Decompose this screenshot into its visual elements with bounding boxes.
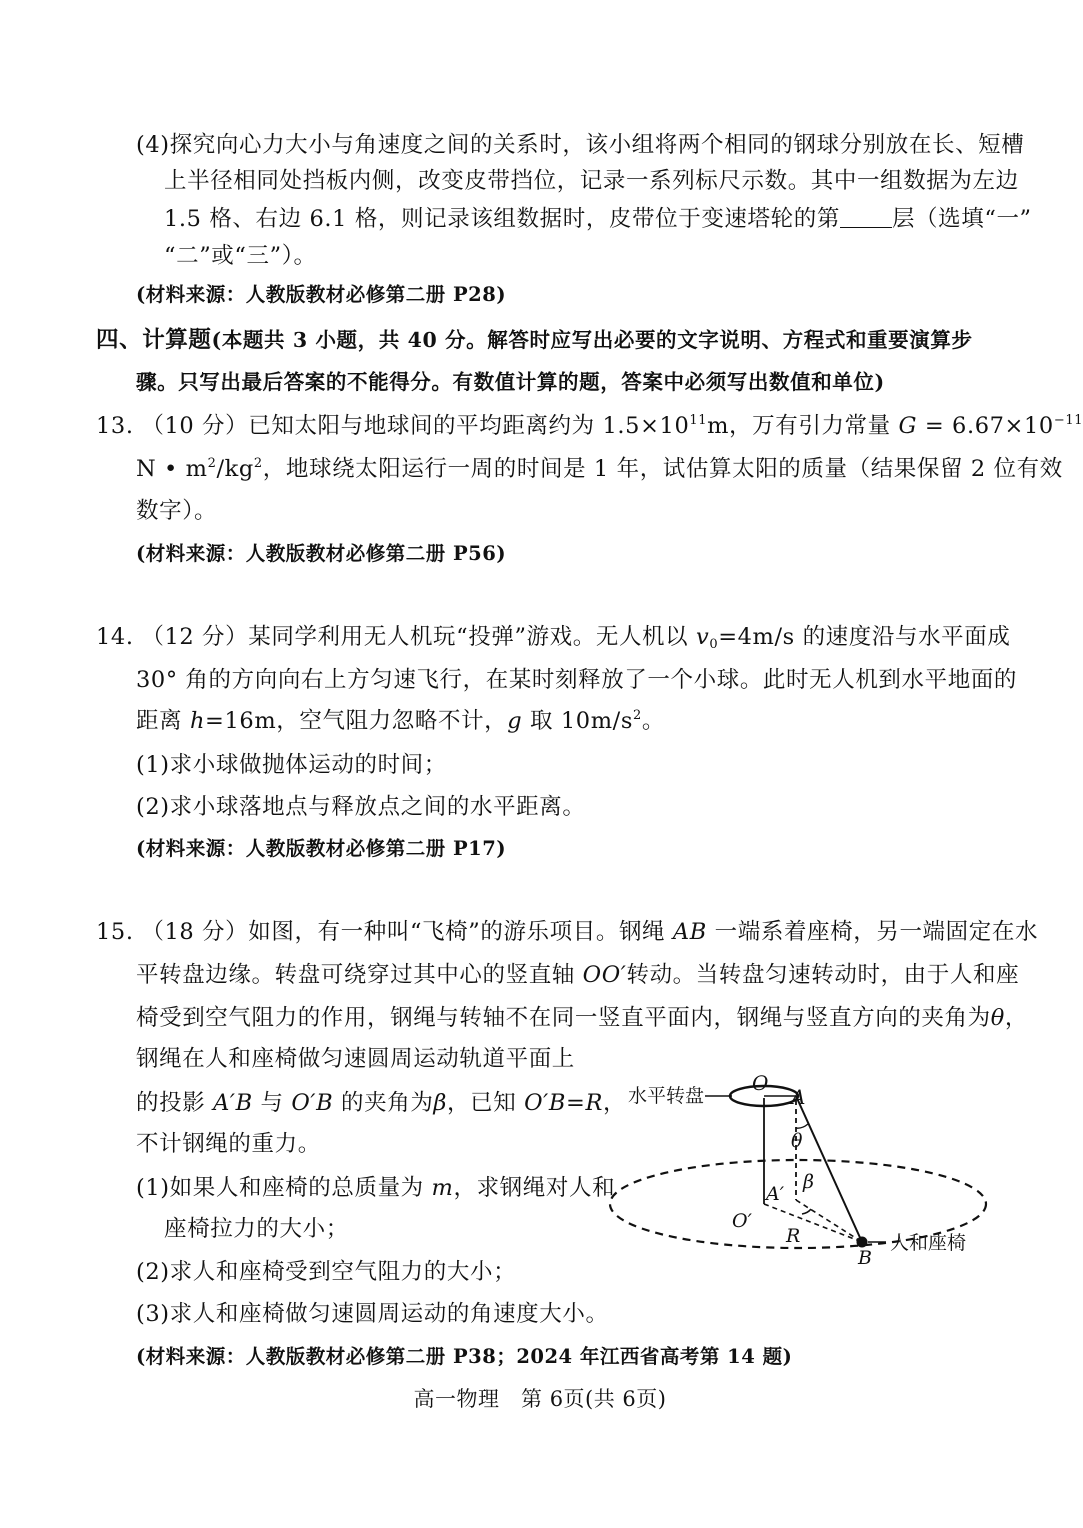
q13-text: = 6.67×10 bbox=[917, 413, 1054, 439]
q15-symbol: A′B bbox=[213, 1090, 253, 1116]
q15-symbol-OO: OO′ bbox=[582, 962, 627, 988]
q15-subquestion-3: (3)求人和座椅做匀速圆周运动的角速度大小。 bbox=[136, 1301, 609, 1327]
beta-angle-arc bbox=[802, 1209, 811, 1214]
q15-symbol-R: R bbox=[585, 1090, 603, 1116]
q14-source: (材料来源：人教版教材必修第二册 P17) bbox=[136, 837, 507, 860]
q15-text: （18 分）如图，有一种叫“飞椅”的游乐项目。钢绳 bbox=[141, 919, 673, 945]
q15-line-4: 钢绳在人和座椅做匀速圆周运动轨道平面上 bbox=[136, 1046, 575, 1072]
q15-text: 的投影 bbox=[136, 1090, 214, 1116]
answer-blank bbox=[840, 207, 892, 228]
q15-symbol-beta: β bbox=[433, 1090, 448, 1116]
q15-symbol-AB: AB bbox=[672, 919, 707, 945]
q15-text: ， bbox=[1004, 1005, 1028, 1031]
q15-number: 15. bbox=[96, 919, 134, 945]
q14-text: 。 bbox=[641, 708, 665, 734]
section4-heading: 四、计算题 bbox=[96, 327, 212, 353]
q15-subquestion-1-cont: 座椅拉力的大小； bbox=[164, 1216, 349, 1242]
label-turntable: 水平转盘 bbox=[628, 1085, 705, 1107]
q13-line-3: 数字）。 bbox=[136, 498, 218, 524]
q15-text: 一端系着座椅，另一端固定在水 bbox=[706, 919, 1039, 945]
q14-exponent: 2 bbox=[632, 708, 642, 723]
q13-line-2 bbox=[136, 454, 1063, 484]
part4-line-2: 上半径相同处挡板内侧，改变皮带挡位，记录一系列标尺示数。其中一组数据为左边 bbox=[164, 168, 1019, 194]
q15-text: ，已知 bbox=[447, 1090, 525, 1116]
q15-symbol-theta: θ bbox=[990, 1005, 1005, 1031]
chair-point bbox=[857, 1237, 868, 1248]
q14-text: 取 10m/s bbox=[522, 708, 633, 734]
q14-symbol-h: h bbox=[189, 708, 206, 734]
q15-source: (材料来源：人教版教材必修第二册 P38；2024 年江西省高考第 14 题) bbox=[136, 1345, 793, 1368]
q13-text: ，地球绕太阳运行一周的时间是 1 年，试估算太阳的质量（结果保留 2 位有效 bbox=[262, 456, 1063, 482]
q13-line-1 bbox=[96, 411, 1083, 441]
part4-source: (材料来源：人教版教材必修第二册 P28) bbox=[136, 283, 507, 306]
section4-heading-line-1 bbox=[96, 325, 973, 355]
q15-text: 椅受到空气阻力的作用，钢绳与转轴不在同一竖直平面内，钢绳与竖直方向的夹角为 bbox=[136, 1005, 991, 1031]
q15-symbol-m: m bbox=[431, 1175, 454, 1201]
q13-exponent: 11 bbox=[689, 413, 708, 428]
q13-exponent: 2 bbox=[253, 456, 263, 471]
q15-text: 与 bbox=[252, 1090, 292, 1116]
q15-text: ，求钢绳对人和 bbox=[453, 1175, 616, 1201]
q14-text: 距离 bbox=[136, 708, 190, 734]
q14-number: 14. bbox=[96, 624, 134, 650]
q14-symbol-v: v bbox=[696, 624, 710, 650]
q13-unit: /kg bbox=[216, 456, 254, 482]
part4-line-1: (4)探究向心力大小与角速度之间的关系时，该小组将两个相同的钢球分别放在长、短槽 bbox=[136, 132, 1025, 158]
q15-text: = bbox=[565, 1090, 586, 1116]
theta-angle-arc bbox=[796, 1124, 808, 1128]
part4-line-4: “二”或“三”）。 bbox=[164, 243, 317, 269]
section4-instructions-1: (本题共 3 小题，共 40 分。解答时应写出必要的文字说明、方程式和重要演算步 bbox=[211, 328, 973, 352]
q15-text: 的夹角为 bbox=[333, 1090, 434, 1116]
q13-unit: N • m bbox=[136, 456, 208, 482]
label-a: A bbox=[791, 1085, 806, 1109]
q14-subscript: 0 bbox=[709, 637, 719, 652]
q13-exponent: −11 bbox=[1053, 413, 1083, 428]
q14-subquestion-1: (1)求小球做抛体运动的时间； bbox=[136, 752, 447, 778]
q13-exponent: 2 bbox=[207, 456, 217, 471]
q14-line-1 bbox=[96, 622, 1010, 652]
q15-line-5 bbox=[136, 1088, 626, 1118]
q14-text: =16m，空气阻力忽略不计， bbox=[205, 708, 508, 734]
q15-symbol: O′B bbox=[524, 1090, 566, 1116]
q13-source: (材料来源：人教版教材必修第二册 P56) bbox=[136, 542, 507, 565]
section4-instructions-2: 骤。只写出最后答案的不能得分。有数值计算的题，答案中必须写出数值和单位) bbox=[136, 370, 885, 394]
q15-line-1 bbox=[96, 917, 1038, 947]
q13-text: （10 分）已知太阳与地球间的平均距离约为 1.5×10 bbox=[141, 413, 690, 439]
q15-line-2 bbox=[136, 960, 1019, 990]
label-b: B bbox=[858, 1247, 872, 1269]
label-seat: 人和座椅 bbox=[890, 1232, 967, 1254]
q13-text: m，万有引力常量 bbox=[707, 413, 899, 439]
label-aprime: A′ bbox=[766, 1183, 785, 1205]
q15-line-6: 不计钢绳的重力。 bbox=[136, 1131, 321, 1157]
q15-subquestion-2: (2)求人和座椅受到空气阻力的大小； bbox=[136, 1259, 517, 1285]
q15-subquestion-1 bbox=[136, 1173, 615, 1203]
label-theta: θ bbox=[791, 1130, 803, 1152]
q14-line-3 bbox=[136, 706, 665, 736]
q13-symbol-G: G bbox=[898, 413, 918, 439]
q14-symbol-g: g bbox=[507, 708, 523, 734]
label-r: R bbox=[786, 1225, 801, 1247]
q15-text: ， bbox=[602, 1090, 627, 1116]
q14-text: =4m/s 的速度沿与水平面成 bbox=[718, 624, 1011, 650]
label-beta: β bbox=[803, 1171, 814, 1193]
q14-line-2: 30° 角的方向向右上方匀速飞行，在某时刻释放了一个小球。此时无人机到水平地面的 bbox=[136, 667, 1018, 693]
page-footer: 高一物理 第 6页(共 6页) bbox=[413, 1387, 667, 1411]
part4-line-3 bbox=[164, 204, 1032, 234]
flying-chair-figure bbox=[600, 1072, 990, 1272]
part4-line-3-text: 1.5 格、右边 6.1 格，则记录该组数据时，皮带位于变速塔轮的第 bbox=[164, 206, 840, 232]
q15-line-3 bbox=[136, 1003, 1028, 1033]
label-o: O bbox=[752, 1071, 769, 1095]
q15-symbol: O′B bbox=[291, 1090, 334, 1116]
q15-text: 平转盘边缘。转盘可绕穿过其中心的竖直轴 bbox=[136, 962, 583, 988]
label-oprime: O′ bbox=[732, 1210, 752, 1232]
q14-text: （12 分）某同学利用无人机玩“投弹”游戏。无人机以 bbox=[141, 624, 696, 650]
q14-subquestion-2: (2)求小球落地点与释放点之间的水平距离。 bbox=[136, 794, 586, 820]
q13-number: 13. bbox=[96, 413, 134, 439]
q15-text: (1)如果人和座椅的总质量为 bbox=[136, 1175, 432, 1201]
q15-text: 转动。当转盘匀速转动时，由于人和座 bbox=[626, 962, 1020, 988]
part4-line-3-tail: 层（选填“一” bbox=[891, 206, 1032, 232]
